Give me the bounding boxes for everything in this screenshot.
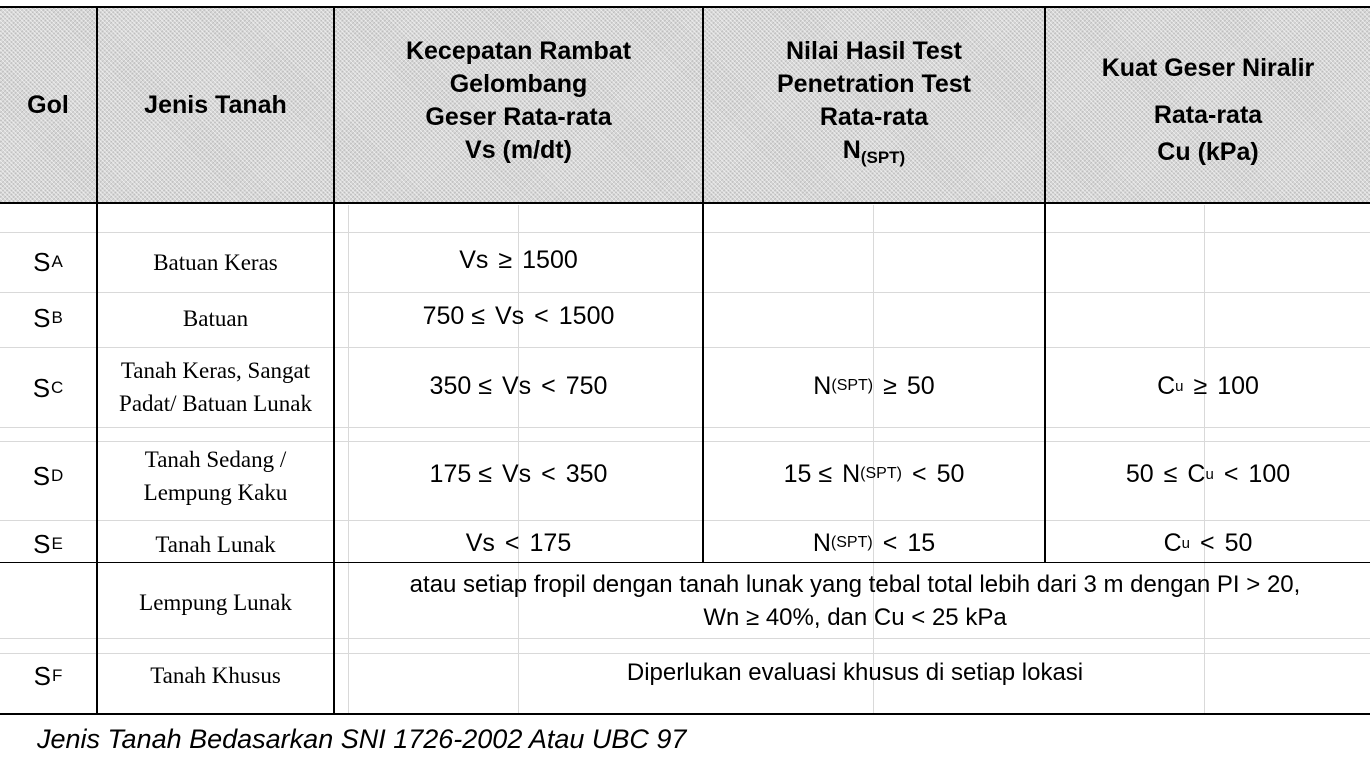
gol-sc: S C [32, 372, 64, 403]
cu-se: C u < 50 [1163, 528, 1253, 557]
lempung-lunak-note: atau setiap fropil dengan tanah lunak yang tebal total lebih dari 3 m dengan PI > 20, Wn ≥ 40%, dan Cu < 25 kPa [409, 571, 1301, 631]
jenis-tanah-sedang: Tanah Sedang / Lempung Kaku [143, 447, 288, 505]
vs-sc: 350 ≤ Vs < 750 [429, 371, 608, 400]
jenis-tanah-lunak: Tanah Lunak [155, 531, 276, 557]
gridline [0, 292, 1370, 293]
jenis-tanah-keras: Tanah Keras, Sangat Padat/ Batuan Lunak [119, 358, 312, 416]
jenis-batuan-keras: Batuan Keras [153, 249, 278, 275]
spt-subscript: (SPT) [860, 148, 906, 167]
header-undrained-shear: Kuat Geser Niralir Rata-rata Cu (kPa) [1101, 54, 1315, 166]
table-caption: Jenis Tanah Bedasarkan SNI 1726-2002 Atau UBC 97 [37, 724, 687, 754]
nspt-se: N (SPT) < 15 [812, 528, 936, 557]
header-penetration-test: Nilai Hasil Test Penetration Test Rata-rata $N_{(SPT)}$ [776, 37, 972, 167]
cu-sc: C u ≥ 100 [1157, 371, 1259, 400]
header-shear-wave-velocity: Kecepatan Rambat Gelombang Geser Rata-rata Vs (m/dt) [405, 37, 632, 164]
gol-sb: S B [33, 302, 63, 333]
vs-se: Vs < 175 [465, 528, 572, 557]
nspt-sc: N (SPT) ≥ 50 [813, 371, 935, 400]
jenis-tanah-khusus: Tanah Khusus [150, 662, 281, 688]
jenis-lempung-lunak: Lempung Lunak [139, 589, 292, 615]
header-jenis-tanah: Jenis Tanah [144, 90, 287, 119]
vs-sb: 750 ≤ Vs < 1500 [422, 301, 615, 330]
bottom-border [0, 713, 1370, 715]
gol-sa: S A [33, 246, 63, 277]
nspt-sd: 15 ≤ N (SPT) < 50 [783, 459, 965, 488]
gridline [0, 347, 1370, 348]
gol-se: S E [33, 528, 63, 559]
gol-sf: S F [33, 660, 63, 691]
gridline [0, 427, 1370, 428]
n-symbol: N [842, 136, 861, 164]
gol-sd: S D [32, 460, 64, 491]
vs-sa: Vs ≥ 1500 [459, 245, 578, 274]
tanah-khusus-note: Diperlukan evaluasi khusus di setiap lokasi [626, 659, 1084, 686]
header-gol: Gol [27, 90, 69, 119]
cu-sd: 50 ≤ C u < 100 [1125, 459, 1291, 488]
gridline [0, 638, 1370, 639]
jenis-batuan: Batuan [182, 305, 249, 331]
vs-sd: 175 ≤ Vs < 350 [429, 459, 608, 488]
gridline [0, 232, 1370, 233]
